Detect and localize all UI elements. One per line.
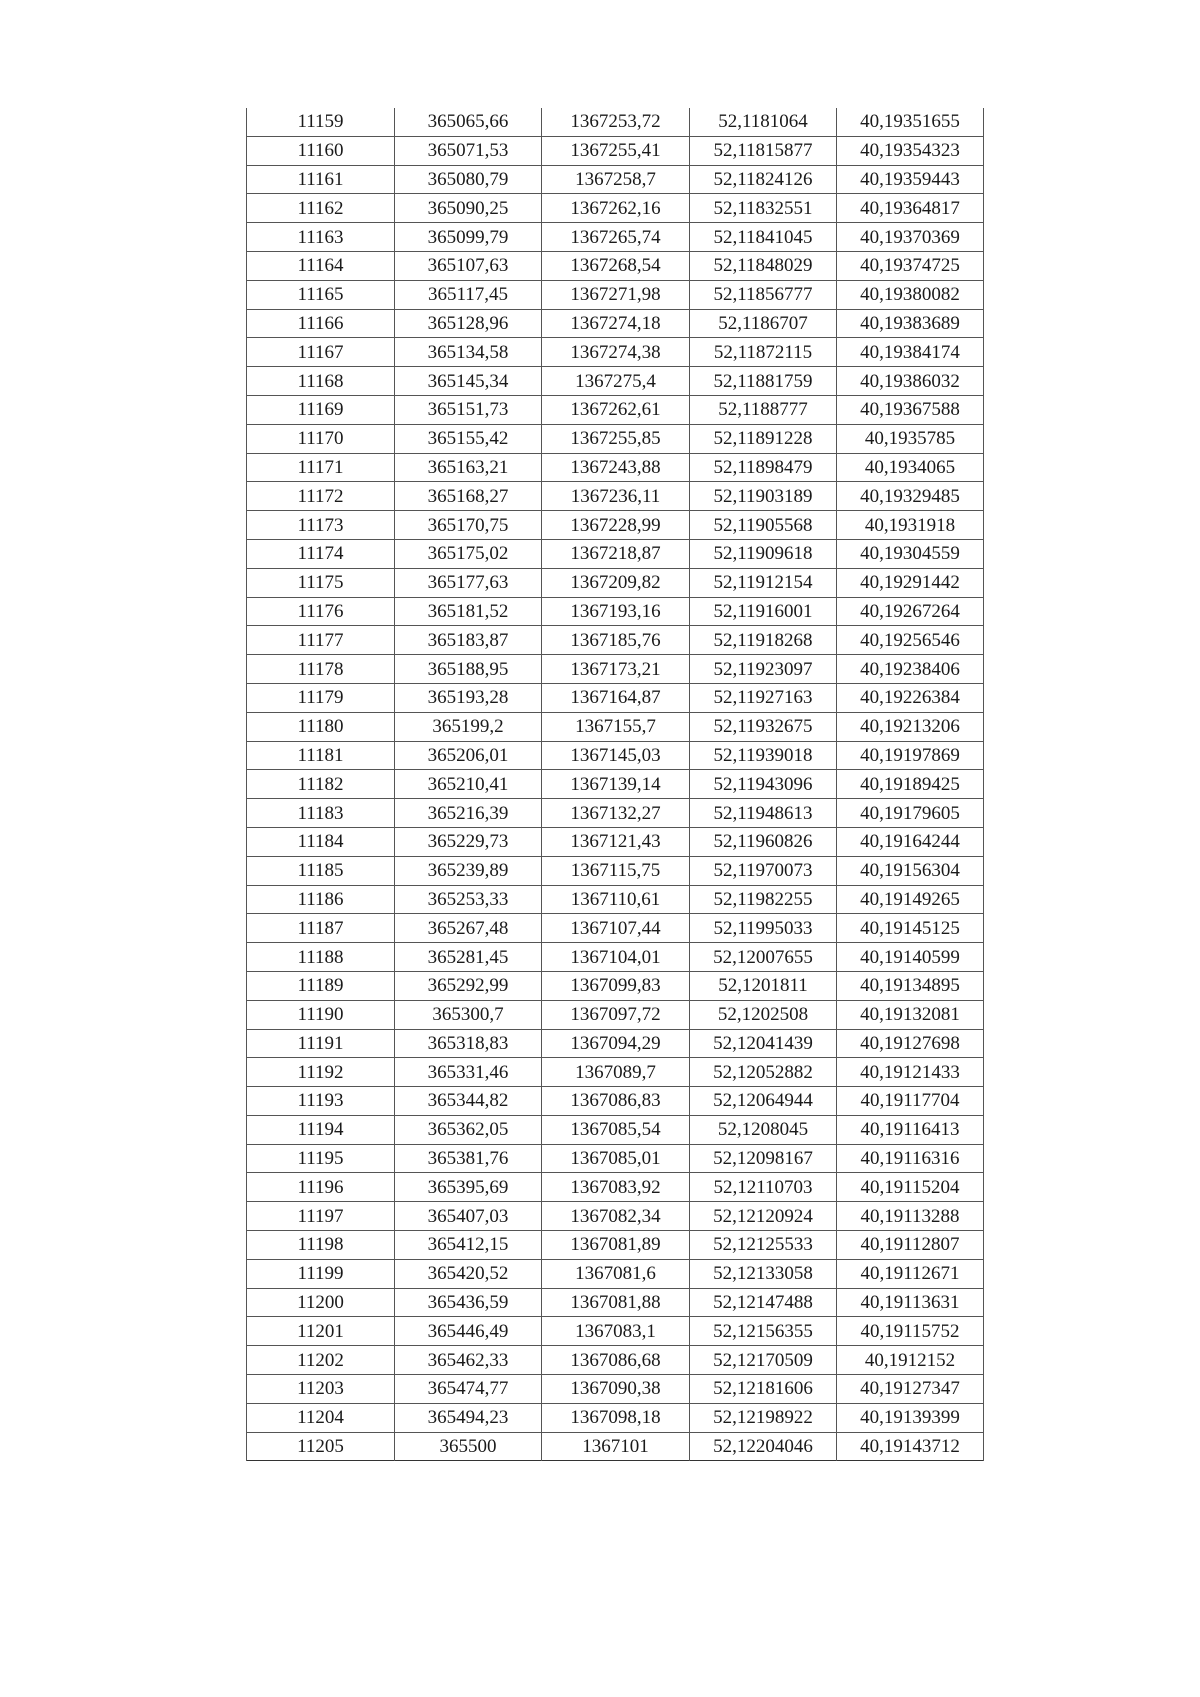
point-number-cell: 11182 — [247, 770, 395, 799]
point-number-cell: 11171 — [247, 453, 395, 482]
table-row — [247, 309, 984, 338]
longitude-cell: 40,19370369 — [837, 223, 984, 252]
point-number-cell: 11189 — [247, 971, 395, 1000]
point-number-cell: 11166 — [247, 309, 395, 338]
point-number-cell: 11195 — [247, 1144, 395, 1173]
table-row — [247, 482, 984, 511]
x-coordinate-cell: 365210,41 — [395, 770, 542, 799]
point-number-cell: 11205 — [247, 1432, 395, 1461]
point-number-cell: 11163 — [247, 223, 395, 252]
point-number-cell: 11178 — [247, 655, 395, 684]
longitude-cell: 40,19115204 — [837, 1173, 984, 1202]
y-coordinate-cell: 1367090,38 — [542, 1375, 690, 1404]
x-coordinate-cell: 365188,95 — [395, 655, 542, 684]
table-row — [247, 1375, 984, 1404]
y-coordinate-cell: 1367275,4 — [542, 367, 690, 396]
latitude-cell: 52,11939018 — [690, 741, 837, 770]
y-coordinate-cell: 1367085,01 — [542, 1144, 690, 1173]
y-coordinate-cell: 1367268,54 — [542, 251, 690, 280]
longitude-cell: 40,19132081 — [837, 1000, 984, 1029]
x-coordinate-cell: 365436,59 — [395, 1288, 542, 1317]
point-number-cell: 11169 — [247, 395, 395, 424]
latitude-cell: 52,11824126 — [690, 165, 837, 194]
table-row — [247, 223, 984, 252]
latitude-cell: 52,11918268 — [690, 626, 837, 655]
y-coordinate-cell: 1367081,89 — [542, 1231, 690, 1260]
y-coordinate-cell: 1367121,43 — [542, 827, 690, 856]
y-coordinate-cell: 1367218,87 — [542, 539, 690, 568]
latitude-cell: 52,11841045 — [690, 223, 837, 252]
x-coordinate-cell: 365239,89 — [395, 856, 542, 885]
point-number-cell: 11197 — [247, 1202, 395, 1231]
longitude-cell: 40,19291442 — [837, 568, 984, 597]
y-coordinate-cell: 1367104,01 — [542, 943, 690, 972]
latitude-cell: 52,11903189 — [690, 482, 837, 511]
y-coordinate-cell: 1367097,72 — [542, 1000, 690, 1029]
latitude-cell: 52,11995033 — [690, 914, 837, 943]
y-coordinate-cell: 1367243,88 — [542, 453, 690, 482]
latitude-cell: 52,1202508 — [690, 1000, 837, 1029]
latitude-cell: 52,12204046 — [690, 1432, 837, 1461]
y-coordinate-cell: 1367236,11 — [542, 482, 690, 511]
point-number-cell: 11198 — [247, 1231, 395, 1260]
longitude-cell: 40,19197869 — [837, 741, 984, 770]
longitude-cell: 40,1934065 — [837, 453, 984, 482]
y-coordinate-cell: 1367262,61 — [542, 395, 690, 424]
table-row — [247, 683, 984, 712]
table-row — [247, 1317, 984, 1346]
x-coordinate-cell: 365206,01 — [395, 741, 542, 770]
y-coordinate-cell: 1367086,68 — [542, 1346, 690, 1375]
longitude-cell: 40,19149265 — [837, 885, 984, 914]
table-row — [247, 165, 984, 194]
x-coordinate-cell: 365420,52 — [395, 1259, 542, 1288]
x-coordinate-cell: 365117,45 — [395, 280, 542, 309]
latitude-cell: 52,1201811 — [690, 971, 837, 1000]
longitude-cell: 40,19116413 — [837, 1115, 984, 1144]
x-coordinate-cell: 365281,45 — [395, 943, 542, 972]
latitude-cell: 52,1186707 — [690, 309, 837, 338]
latitude-cell: 52,12170509 — [690, 1346, 837, 1375]
y-coordinate-cell: 1367274,38 — [542, 338, 690, 367]
x-coordinate-cell: 365134,58 — [395, 338, 542, 367]
table-row — [247, 856, 984, 885]
x-coordinate-cell: 365175,02 — [395, 539, 542, 568]
table-row — [247, 424, 984, 453]
y-coordinate-cell: 1367081,88 — [542, 1288, 690, 1317]
table-row — [247, 136, 984, 165]
table-row — [247, 597, 984, 626]
table-row — [247, 1029, 984, 1058]
latitude-cell: 52,12007655 — [690, 943, 837, 972]
table-row — [247, 626, 984, 655]
point-number-cell: 11183 — [247, 799, 395, 828]
latitude-cell: 52,12120924 — [690, 1202, 837, 1231]
table-row — [247, 453, 984, 482]
y-coordinate-cell: 1367082,34 — [542, 1202, 690, 1231]
y-coordinate-cell: 1367255,85 — [542, 424, 690, 453]
x-coordinate-cell: 365253,33 — [395, 885, 542, 914]
point-number-cell: 11181 — [247, 741, 395, 770]
longitude-cell: 40,19139399 — [837, 1403, 984, 1432]
y-coordinate-cell: 1367255,41 — [542, 136, 690, 165]
table-row — [247, 108, 984, 136]
x-coordinate-cell: 365080,79 — [395, 165, 542, 194]
x-coordinate-cell: 365446,49 — [395, 1317, 542, 1346]
y-coordinate-cell: 1367258,7 — [542, 165, 690, 194]
point-number-cell: 11203 — [247, 1375, 395, 1404]
table-row — [247, 1403, 984, 1432]
y-coordinate-cell: 1367193,16 — [542, 597, 690, 626]
y-coordinate-cell: 1367262,16 — [542, 194, 690, 223]
x-coordinate-cell: 365331,46 — [395, 1058, 542, 1087]
table-row — [247, 568, 984, 597]
latitude-cell: 52,12052882 — [690, 1058, 837, 1087]
table-row — [247, 914, 984, 943]
table-row — [247, 1202, 984, 1231]
x-coordinate-cell: 365381,76 — [395, 1144, 542, 1173]
x-coordinate-cell: 365344,82 — [395, 1087, 542, 1116]
longitude-cell: 40,19256546 — [837, 626, 984, 655]
y-coordinate-cell: 1367139,14 — [542, 770, 690, 799]
x-coordinate-cell: 365163,21 — [395, 453, 542, 482]
latitude-cell: 52,1188777 — [690, 395, 837, 424]
y-coordinate-cell: 1367164,87 — [542, 683, 690, 712]
longitude-cell: 40,19164244 — [837, 827, 984, 856]
y-coordinate-cell: 1367173,21 — [542, 655, 690, 684]
x-coordinate-cell: 365107,63 — [395, 251, 542, 280]
table-row — [247, 251, 984, 280]
longitude-cell: 40,19367588 — [837, 395, 984, 424]
y-coordinate-cell: 1367155,7 — [542, 712, 690, 741]
table-row — [247, 1259, 984, 1288]
coordinates-table-body — [247, 108, 984, 1461]
longitude-cell: 40,19189425 — [837, 770, 984, 799]
latitude-cell: 52,1208045 — [690, 1115, 837, 1144]
longitude-cell: 40,19383689 — [837, 309, 984, 338]
latitude-cell: 52,12198922 — [690, 1403, 837, 1432]
x-coordinate-cell: 365170,75 — [395, 511, 542, 540]
table-row — [247, 367, 984, 396]
y-coordinate-cell: 1367081,6 — [542, 1259, 690, 1288]
latitude-cell: 52,11909618 — [690, 539, 837, 568]
latitude-cell: 52,12098167 — [690, 1144, 837, 1173]
longitude-cell: 40,19115752 — [837, 1317, 984, 1346]
longitude-cell: 40,19140599 — [837, 943, 984, 972]
point-number-cell: 11192 — [247, 1058, 395, 1087]
longitude-cell: 40,19304559 — [837, 539, 984, 568]
table-row — [247, 943, 984, 972]
point-number-cell: 11165 — [247, 280, 395, 309]
longitude-cell: 40,19386032 — [837, 367, 984, 396]
point-number-cell: 11186 — [247, 885, 395, 914]
y-coordinate-cell: 1367274,18 — [542, 309, 690, 338]
latitude-cell: 52,12147488 — [690, 1288, 837, 1317]
y-coordinate-cell: 1367145,03 — [542, 741, 690, 770]
point-number-cell: 11200 — [247, 1288, 395, 1317]
point-number-cell: 11180 — [247, 712, 395, 741]
coordinates-table — [246, 108, 984, 1461]
table-row — [247, 712, 984, 741]
latitude-cell: 52,12156355 — [690, 1317, 837, 1346]
y-coordinate-cell: 1367101 — [542, 1432, 690, 1461]
point-number-cell: 11191 — [247, 1029, 395, 1058]
x-coordinate-cell: 365362,05 — [395, 1115, 542, 1144]
longitude-cell: 40,19156304 — [837, 856, 984, 885]
table-row — [247, 1346, 984, 1375]
table-row — [247, 338, 984, 367]
x-coordinate-cell: 365177,63 — [395, 568, 542, 597]
point-number-cell: 11159 — [247, 108, 395, 136]
x-coordinate-cell: 365181,52 — [395, 597, 542, 626]
point-number-cell: 11168 — [247, 367, 395, 396]
longitude-cell: 40,19116316 — [837, 1144, 984, 1173]
point-number-cell: 11193 — [247, 1087, 395, 1116]
latitude-cell: 52,11872115 — [690, 338, 837, 367]
table-row — [247, 770, 984, 799]
point-number-cell: 11179 — [247, 683, 395, 712]
x-coordinate-cell: 365494,23 — [395, 1403, 542, 1432]
x-coordinate-cell: 365099,79 — [395, 223, 542, 252]
y-coordinate-cell: 1367110,61 — [542, 885, 690, 914]
latitude-cell: 52,12064944 — [690, 1087, 837, 1116]
latitude-cell: 52,11982255 — [690, 885, 837, 914]
table-row — [247, 539, 984, 568]
x-coordinate-cell: 365145,34 — [395, 367, 542, 396]
y-coordinate-cell: 1367107,44 — [542, 914, 690, 943]
latitude-cell: 52,11912154 — [690, 568, 837, 597]
table-row — [247, 194, 984, 223]
point-number-cell: 11167 — [247, 338, 395, 367]
x-coordinate-cell: 365071,53 — [395, 136, 542, 165]
x-coordinate-cell: 365090,25 — [395, 194, 542, 223]
y-coordinate-cell: 1367085,54 — [542, 1115, 690, 1144]
latitude-cell: 52,11916001 — [690, 597, 837, 626]
y-coordinate-cell: 1367083,92 — [542, 1173, 690, 1202]
point-number-cell: 11199 — [247, 1259, 395, 1288]
latitude-cell: 52,11832551 — [690, 194, 837, 223]
y-coordinate-cell: 1367228,99 — [542, 511, 690, 540]
longitude-cell: 40,1935785 — [837, 424, 984, 453]
point-number-cell: 11196 — [247, 1173, 395, 1202]
latitude-cell: 52,12133058 — [690, 1259, 837, 1288]
latitude-cell: 52,11856777 — [690, 280, 837, 309]
latitude-cell: 52,1181064 — [690, 108, 837, 136]
x-coordinate-cell: 365183,87 — [395, 626, 542, 655]
y-coordinate-cell: 1367185,76 — [542, 626, 690, 655]
table-row — [247, 885, 984, 914]
point-number-cell: 11170 — [247, 424, 395, 453]
point-number-cell: 11202 — [247, 1346, 395, 1375]
latitude-cell: 52,11881759 — [690, 367, 837, 396]
x-coordinate-cell: 365318,83 — [395, 1029, 542, 1058]
table-row — [247, 1000, 984, 1029]
y-coordinate-cell: 1367083,1 — [542, 1317, 690, 1346]
longitude-cell: 40,19384174 — [837, 338, 984, 367]
longitude-cell: 40,19134895 — [837, 971, 984, 1000]
x-coordinate-cell: 365155,42 — [395, 424, 542, 453]
x-coordinate-cell: 365229,73 — [395, 827, 542, 856]
x-coordinate-cell: 365128,96 — [395, 309, 542, 338]
table-row — [247, 655, 984, 684]
latitude-cell: 52,11943096 — [690, 770, 837, 799]
latitude-cell: 52,11923097 — [690, 655, 837, 684]
table-row — [247, 1432, 984, 1461]
table-row — [247, 1173, 984, 1202]
table-row — [247, 799, 984, 828]
longitude-cell: 40,19238406 — [837, 655, 984, 684]
table-row — [247, 827, 984, 856]
latitude-cell: 52,11927163 — [690, 683, 837, 712]
table-row — [247, 280, 984, 309]
x-coordinate-cell: 365292,99 — [395, 971, 542, 1000]
x-coordinate-cell: 365267,48 — [395, 914, 542, 943]
table-row — [247, 1231, 984, 1260]
x-coordinate-cell: 365395,69 — [395, 1173, 542, 1202]
longitude-cell: 40,19354323 — [837, 136, 984, 165]
longitude-cell: 40,19351655 — [837, 108, 984, 136]
x-coordinate-cell: 365168,27 — [395, 482, 542, 511]
x-coordinate-cell: 365193,28 — [395, 683, 542, 712]
x-coordinate-cell: 365065,66 — [395, 108, 542, 136]
point-number-cell: 11160 — [247, 136, 395, 165]
longitude-cell: 40,19179605 — [837, 799, 984, 828]
x-coordinate-cell: 365407,03 — [395, 1202, 542, 1231]
x-coordinate-cell: 365462,33 — [395, 1346, 542, 1375]
table-row — [247, 1144, 984, 1173]
longitude-cell: 40,19267264 — [837, 597, 984, 626]
longitude-cell: 40,19226384 — [837, 683, 984, 712]
x-coordinate-cell: 365412,15 — [395, 1231, 542, 1260]
latitude-cell: 52,11898479 — [690, 453, 837, 482]
table-row — [247, 741, 984, 770]
point-number-cell: 11161 — [247, 165, 395, 194]
point-number-cell: 11176 — [247, 597, 395, 626]
table-row — [247, 1288, 984, 1317]
longitude-cell: 40,19127347 — [837, 1375, 984, 1404]
y-coordinate-cell: 1367132,27 — [542, 799, 690, 828]
longitude-cell: 40,19113631 — [837, 1288, 984, 1317]
point-number-cell: 11187 — [247, 914, 395, 943]
longitude-cell: 40,19112807 — [837, 1231, 984, 1260]
y-coordinate-cell: 1367098,18 — [542, 1403, 690, 1432]
longitude-cell: 40,19364817 — [837, 194, 984, 223]
latitude-cell: 52,11848029 — [690, 251, 837, 280]
point-number-cell: 11190 — [247, 1000, 395, 1029]
table-row — [247, 1115, 984, 1144]
point-number-cell: 11164 — [247, 251, 395, 280]
y-coordinate-cell: 1367099,83 — [542, 971, 690, 1000]
table-row — [247, 511, 984, 540]
y-coordinate-cell: 1367265,74 — [542, 223, 690, 252]
latitude-cell: 52,12110703 — [690, 1173, 837, 1202]
longitude-cell: 40,19359443 — [837, 165, 984, 194]
longitude-cell: 40,19121433 — [837, 1058, 984, 1087]
longitude-cell: 40,1912152 — [837, 1346, 984, 1375]
longitude-cell: 40,19117704 — [837, 1087, 984, 1116]
y-coordinate-cell: 1367115,75 — [542, 856, 690, 885]
table-row — [247, 395, 984, 424]
point-number-cell: 11162 — [247, 194, 395, 223]
longitude-cell: 40,19374725 — [837, 251, 984, 280]
latitude-cell: 52,11932675 — [690, 712, 837, 741]
point-number-cell: 11184 — [247, 827, 395, 856]
point-number-cell: 11185 — [247, 856, 395, 885]
y-coordinate-cell: 1367089,7 — [542, 1058, 690, 1087]
longitude-cell: 40,19143712 — [837, 1432, 984, 1461]
x-coordinate-cell: 365300,7 — [395, 1000, 542, 1029]
point-number-cell: 11175 — [247, 568, 395, 597]
longitude-cell: 40,19112671 — [837, 1259, 984, 1288]
longitude-cell: 40,19113288 — [837, 1202, 984, 1231]
point-number-cell: 11174 — [247, 539, 395, 568]
latitude-cell: 52,12181606 — [690, 1375, 837, 1404]
x-coordinate-cell: 365216,39 — [395, 799, 542, 828]
latitude-cell: 52,11970073 — [690, 856, 837, 885]
table-row — [247, 1087, 984, 1116]
latitude-cell: 52,11891228 — [690, 424, 837, 453]
longitude-cell: 40,19213206 — [837, 712, 984, 741]
point-number-cell: 11204 — [247, 1403, 395, 1432]
point-number-cell: 11188 — [247, 943, 395, 972]
point-number-cell: 11173 — [247, 511, 395, 540]
point-number-cell: 11194 — [247, 1115, 395, 1144]
longitude-cell: 40,19329485 — [837, 482, 984, 511]
longitude-cell: 40,19127698 — [837, 1029, 984, 1058]
table-row — [247, 971, 984, 1000]
longitude-cell: 40,19145125 — [837, 914, 984, 943]
table-row — [247, 1058, 984, 1087]
latitude-cell: 52,11960826 — [690, 827, 837, 856]
point-number-cell: 11172 — [247, 482, 395, 511]
y-coordinate-cell: 1367209,82 — [542, 568, 690, 597]
latitude-cell: 52,12125533 — [690, 1231, 837, 1260]
y-coordinate-cell: 1367271,98 — [542, 280, 690, 309]
x-coordinate-cell: 365151,73 — [395, 395, 542, 424]
latitude-cell: 52,12041439 — [690, 1029, 837, 1058]
latitude-cell: 52,11948613 — [690, 799, 837, 828]
x-coordinate-cell: 365199,2 — [395, 712, 542, 741]
y-coordinate-cell: 1367086,83 — [542, 1087, 690, 1116]
latitude-cell: 52,11815877 — [690, 136, 837, 165]
y-coordinate-cell: 1367253,72 — [542, 108, 690, 136]
x-coordinate-cell: 365474,77 — [395, 1375, 542, 1404]
point-number-cell: 11201 — [247, 1317, 395, 1346]
longitude-cell: 40,19380082 — [837, 280, 984, 309]
longitude-cell: 40,1931918 — [837, 511, 984, 540]
y-coordinate-cell: 1367094,29 — [542, 1029, 690, 1058]
latitude-cell: 52,11905568 — [690, 511, 837, 540]
point-number-cell: 11177 — [247, 626, 395, 655]
x-coordinate-cell: 365500 — [395, 1432, 542, 1461]
